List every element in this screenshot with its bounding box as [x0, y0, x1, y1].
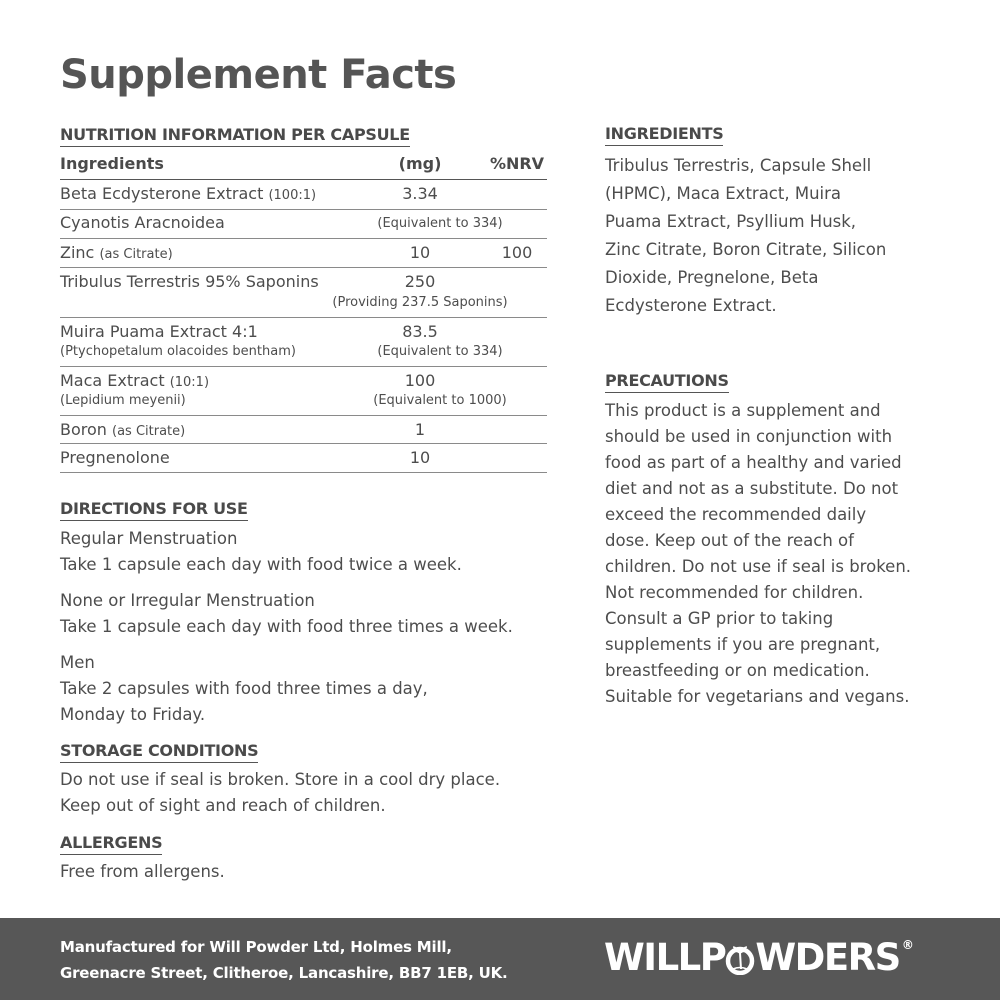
- nutrition-table: [60, 150, 547, 473]
- precautions-line: breastfeeding or on medication.: [605, 661, 870, 680]
- precautions-line: children. Do not use if seal is broken.: [605, 557, 912, 576]
- precautions-text: [605, 398, 911, 710]
- table-row: [60, 367, 547, 416]
- row-mg: 83.5: [402, 322, 438, 341]
- row-mg: 250: [404, 272, 436, 291]
- address-line: Manufactured for Will Powder Ltd, Holmes Mill,: [60, 938, 452, 956]
- precautions-line: Suitable for vegetarians and vegans.: [605, 687, 910, 706]
- table-row: [60, 318, 547, 367]
- footer-bar: [0, 918, 1000, 1000]
- ingredients-line: (HPMC), Maca Extract, Muira: [605, 184, 842, 203]
- allergens-heading: ALLERGENS: [60, 833, 162, 855]
- directions-label: Regular Menstruation: [60, 529, 238, 548]
- allergens-line: Free from allergens.: [60, 862, 225, 881]
- logo-text-left: WILLP: [604, 936, 726, 979]
- row-name: Zinc (as Citrate): [60, 243, 173, 262]
- row-sub: (Ptychopetalum olacoides bentham): [60, 344, 296, 359]
- row-name: Pregnenolone: [60, 448, 170, 467]
- row-mg-note: (Equivalent to 1000): [373, 393, 507, 408]
- row-mg-note: (Providing 237.5 Saponins): [332, 295, 508, 310]
- row-mg: 10: [409, 243, 431, 262]
- table-row: [60, 268, 547, 318]
- ingredients-line: Dioxide, Pregnelone, Beta: [605, 268, 819, 287]
- logo-text-right: WDERS: [755, 936, 900, 979]
- ingredients-line: Zinc Citrate, Boron Citrate, Silicon: [605, 240, 887, 259]
- directions-label: None or Irregular Menstruation: [60, 591, 315, 610]
- precautions-line: diet and not as a substitute. Do not: [605, 479, 899, 498]
- col-nrv-header: %NRV: [489, 154, 545, 173]
- table-header-row: [60, 150, 547, 180]
- storage-text: [60, 767, 500, 819]
- ingredients-line: Tribulus Terrestris, Capsule Shell: [605, 156, 872, 175]
- precautions-line: food as part of a healthy and varied: [605, 453, 902, 472]
- ingredients-line: Ecdysterone Extract.: [605, 296, 777, 315]
- ingredients-heading: INGREDIENTS: [605, 124, 723, 146]
- col-ingredients-header: Ingredients: [60, 154, 164, 173]
- precautions-line: Not recommended for children.: [605, 583, 864, 602]
- precautions-line: supplements if you are pregnant,: [605, 635, 881, 654]
- row-mg-note: (Equivalent to 334): [377, 216, 503, 231]
- table-row: [60, 239, 547, 268]
- row-name: Beta Ecdysterone Extract (100:1): [60, 184, 317, 203]
- row-name: Boron (as Citrate): [60, 420, 186, 439]
- directions-label: Men: [60, 653, 95, 672]
- page-title: Supplement Facts: [60, 52, 457, 98]
- row-name: Muira Puama Extract 4:1: [60, 322, 258, 341]
- allergens-text: [60, 859, 225, 885]
- registered-mark: ®: [901, 938, 913, 952]
- precautions-line: Consult a GP prior to taking: [605, 609, 834, 628]
- precautions-line: should be used in conjunction with: [605, 427, 893, 446]
- row-sub: (Lepidium meyenii): [60, 393, 186, 408]
- row-mg: 10: [409, 448, 431, 467]
- ingredients-text: [605, 152, 886, 320]
- storage-line: Keep out of sight and reach of children.: [60, 796, 386, 815]
- directions-line: Monday to Friday.: [60, 705, 206, 724]
- precautions-line: dose. Keep out of the reach of: [605, 531, 854, 550]
- row-mg: 100: [404, 371, 436, 390]
- row-name: Cyanotis Aracnoidea: [60, 213, 225, 232]
- row-name: Tribulus Terrestris 95% Saponins: [60, 272, 319, 291]
- directions-line: Take 2 capsules with food three times a day,: [60, 679, 428, 698]
- manufacturer-address: [60, 934, 508, 986]
- directions-group: [60, 650, 428, 728]
- ingredients-line: Puama Extract, Psyllium Husk,: [605, 212, 857, 231]
- row-nrv: 100: [501, 243, 533, 262]
- row-mg: 3.34: [402, 184, 438, 203]
- storage-heading: STORAGE CONDITIONS: [60, 741, 258, 763]
- directions-line: Take 1 capsule each day with food twice a week.: [60, 555, 462, 574]
- table-row: [60, 416, 547, 444]
- row-name: Maca Extract (10:1): [60, 371, 210, 390]
- directions-group: [60, 526, 462, 578]
- address-line: Greenacre Street, Clitheroe, Lancashire, BB7 1EB, UK.: [60, 964, 508, 982]
- col-mg-header: (mg): [398, 154, 442, 173]
- precautions-heading: PRECAUTIONS: [605, 371, 729, 393]
- palm-tree-icon: [725, 941, 755, 975]
- table-row: [60, 444, 547, 473]
- row-mg: 1: [414, 420, 426, 439]
- precautions-line: exceed the recommended daily: [605, 505, 867, 524]
- directions-group: [60, 588, 513, 640]
- directions-heading: DIRECTIONS FOR USE: [60, 499, 248, 521]
- nutrition-heading: NUTRITION INFORMATION PER CAPSULE: [60, 125, 410, 147]
- row-mg-note: (Equivalent to 334): [377, 344, 503, 359]
- table-row: [60, 210, 547, 239]
- storage-line: Do not use if seal is broken. Store in a cool dry place.: [60, 770, 501, 789]
- willpowders-logo: [604, 936, 912, 979]
- table-row: [60, 180, 547, 210]
- directions-line: Take 1 capsule each day with food three times a week.: [60, 617, 513, 636]
- precautions-line: This product is a supplement and: [605, 401, 881, 420]
